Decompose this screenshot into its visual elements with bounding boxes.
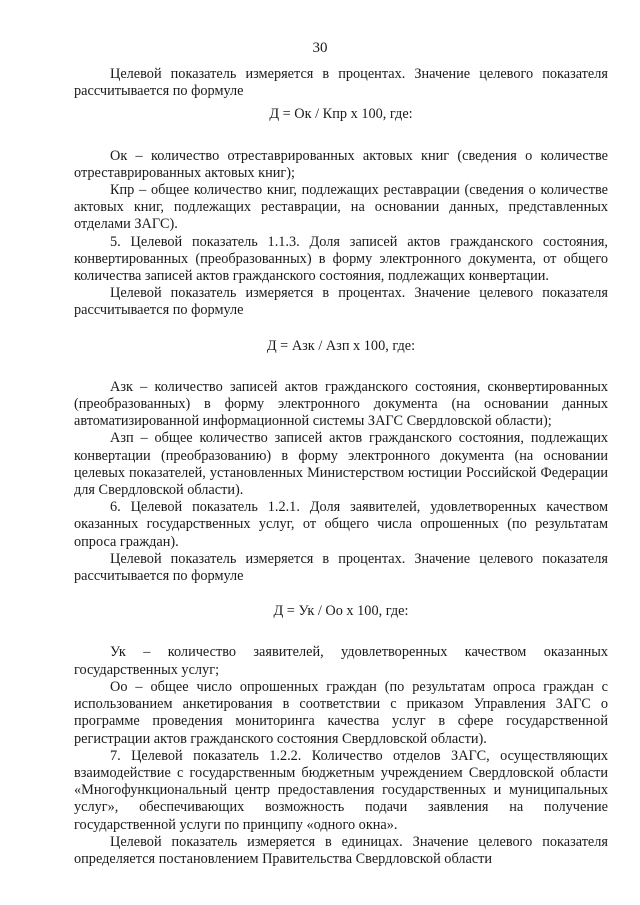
paragraph-kpr-definition: Кпр – общее количество книг, подлежащих реставрации (сведения о количестве актовых книг, подлежащих реставрации, на основании данных, представленных отделами ЗАГС). bbox=[74, 182, 608, 233]
formula-converted-records: Д = Азк / Азп х 100, где: bbox=[266, 337, 416, 354]
formula-satisfied-applicants: Д = Ук / Оо х 100, где: bbox=[273, 603, 409, 620]
paragraph-oo-definition: Оо – общее число опрошенных граждан (по результатам опроса граждан с использованием анкетирования в соответствии с приказом Управления ЗАГС о программе проведения мониторинга качества услуг в сфере государственной регистрации актов гражданского состояния Свердловской области). bbox=[74, 678, 608, 747]
paragraph-measure-intro-3: Целевой показатель измеряется в процентах. Значение целевого показателя рассчитывается по формуле bbox=[74, 550, 608, 585]
paragraph-uk-definition: Ук – количество заявителей, удовлетворенных качеством оказанных государственных услуг; bbox=[74, 644, 608, 678]
paragraph-measure-intro-2: Целевой показатель измеряется в процентах. Значение целевого показателя рассчитывается по формуле bbox=[74, 285, 608, 319]
document-body bbox=[74, 66, 608, 868]
paragraph-azp-definition: Азп – общее количество записей актов гражданского состояния, подлежащих конвертации (преобразованию) в форму электронного документа (на основании целевых показателей, установленных Министерством юстиции Российской Федерации для Свердловской области). bbox=[74, 430, 608, 499]
paragraph-ok-definition: Ок – количество отреставрированных актовых книг (сведения о количестве отреставрированных актовых книг); bbox=[74, 147, 608, 181]
paragraph-measure-intro-4: Целевой показатель измеряется в единицах. Значение целевого показателя определяется постановлением Правительства Свердловской области bbox=[74, 833, 608, 867]
paragraph-azk-definition: Азк – количество записей актов гражданского состояния, сконвертированных (преобразованных) в форму электронного документа (на основании данных автоматизированной информационной системы ЗАГС Свердловской области); bbox=[74, 378, 608, 430]
page-number: 30 bbox=[312, 40, 328, 56]
paragraph-indicator-1-2-1: 6. Целевой показатель 1.2.1. Доля заявителей, удовлетворенных качеством оказанных государственных услуг, от общего числа опрошенных (по результатам опроса граждан). bbox=[74, 499, 608, 550]
paragraph-indicator-1-2-2: 7. Целевой показатель 1.2.2. Количество отделов ЗАГС, осуществляющих взаимодействие с государственным бюджетным учреждением Свердловской области «Многофункциональный центр предоставления государственных и муниципальных услуг», обеспечивающих возможность подачи заявления на получение государственной услуги по принципу «одного окна». bbox=[74, 747, 608, 833]
paragraph-measure-intro-1: Целевой показатель измеряется в процентах. Значение целевого показателя рассчитывается по формуле bbox=[74, 66, 608, 100]
formula-restored-books: Д = Ок / Кпр х 100, где: bbox=[269, 106, 413, 123]
paragraph-indicator-1-1-3: 5. Целевой показатель 1.1.3. Доля записей актов гражданского состояния, конвертированных (преобразованных) в форму электронного документа, от общего количества записей актов гражданского состояния, подлежащих конвертации. bbox=[74, 233, 608, 285]
